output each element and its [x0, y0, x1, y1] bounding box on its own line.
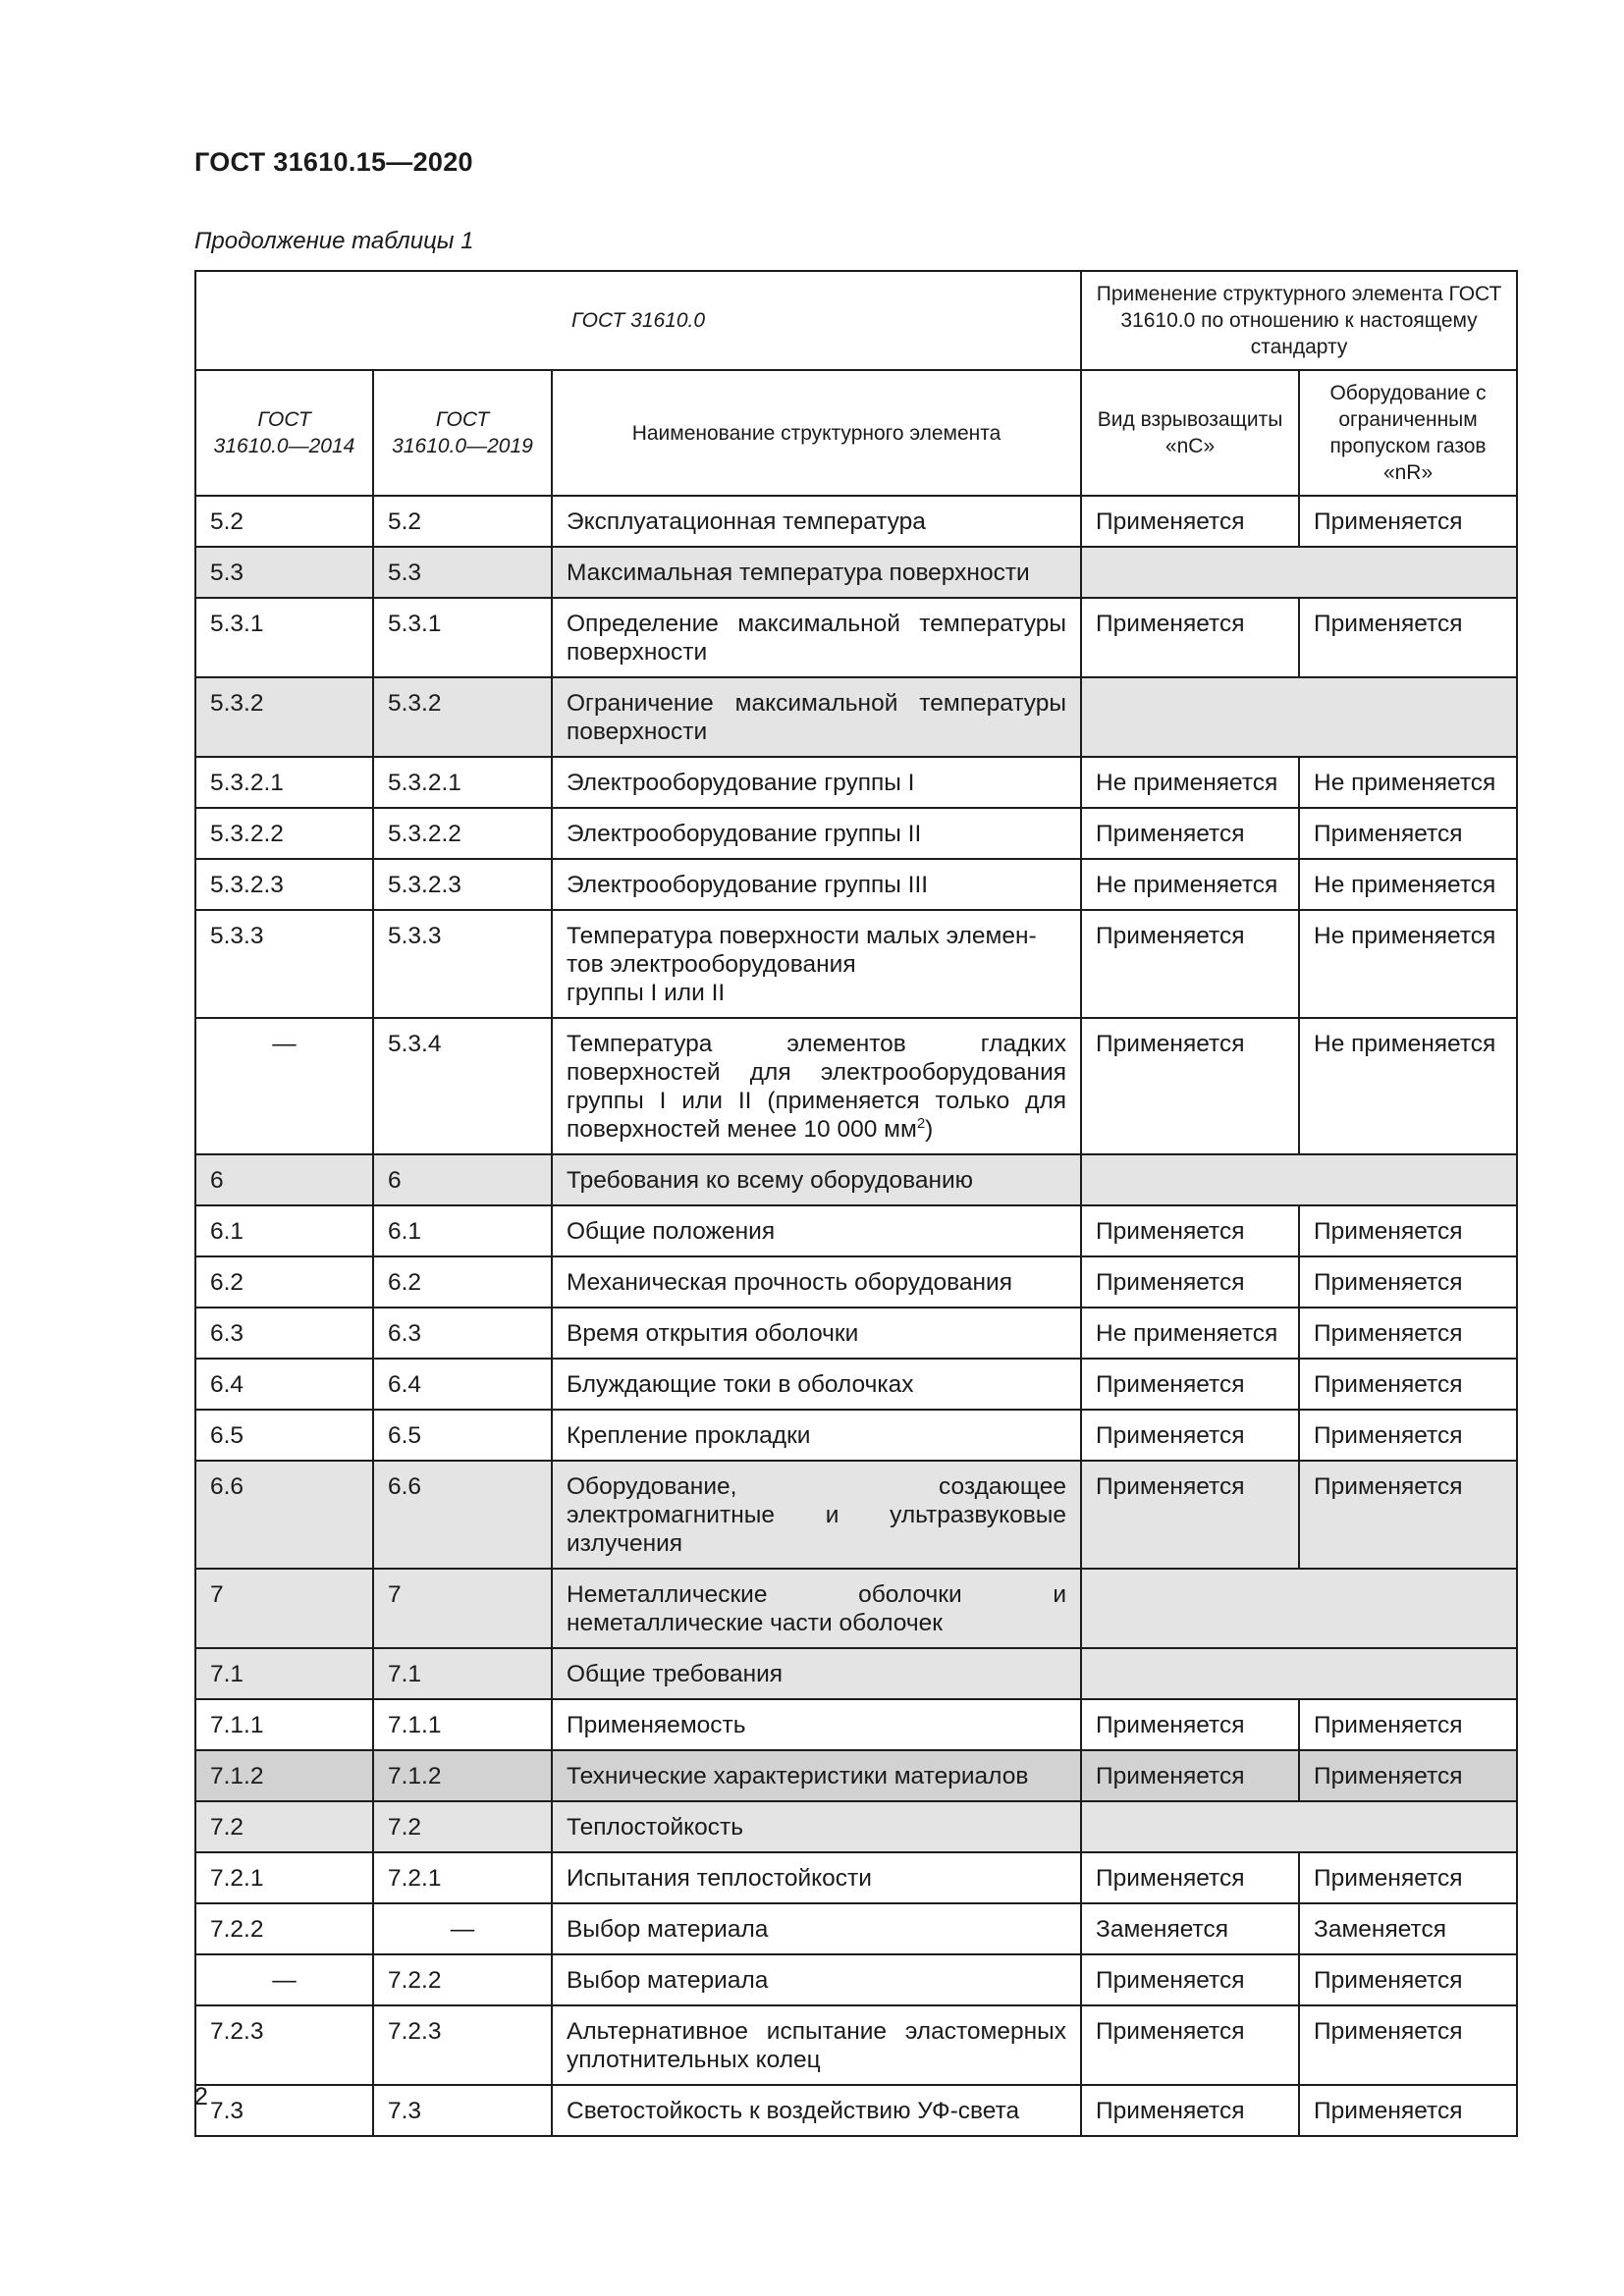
cell-nr-status: Применяется — [1299, 1410, 1517, 1461]
header-row-columns — [195, 370, 1517, 496]
cell-element-name: Общие положения — [552, 1205, 1081, 1256]
cell-gost-2014: 7.1 — [195, 1648, 373, 1699]
cell-empty — [1081, 1801, 1517, 1852]
header-col-name: Наименование структурного элемента — [552, 370, 1081, 496]
cell-element-name: Определение максимальной температуры поверхности — [552, 598, 1081, 677]
table-row-section — [195, 1801, 1517, 1852]
cell-gost-2014: 5.3.3 — [195, 910, 373, 1018]
cell-gost-2019: 7.2.2 — [373, 1954, 552, 2005]
cell-gost-2019: 5.3.1 — [373, 598, 552, 677]
header-col-nr: Оборудование с ограниченным пропуском газов «nR» — [1299, 370, 1517, 496]
cell-gost-2014: 6 — [195, 1154, 373, 1205]
cell-gost-2014: 7.1.1 — [195, 1699, 373, 1750]
cell-gost-2019: 5.3.2 — [373, 677, 552, 757]
cell-element-name: Время открытия оболочки — [552, 1308, 1081, 1359]
table-row — [195, 1359, 1517, 1410]
cell-gost-2019: 7.1 — [373, 1648, 552, 1699]
table-row-section — [195, 1648, 1517, 1699]
cell-gost-2014: 6.3 — [195, 1308, 373, 1359]
cell-element-name: Выбор материала — [552, 1903, 1081, 1954]
cell-nr-status: Применяется — [1299, 1205, 1517, 1256]
table-row — [195, 1461, 1517, 1569]
cell-gost-2014: — — [195, 1954, 373, 2005]
cell-nc-status: Применяется — [1081, 1954, 1299, 2005]
cell-empty — [1081, 547, 1517, 598]
table-caption: Продолжение таблицы 1 — [194, 228, 474, 254]
cell-element-name: Неметаллические оболочки и неметаллические части оболочек — [552, 1569, 1081, 1648]
cell-gost-2019: 6.2 — [373, 1256, 552, 1308]
table-row — [195, 1852, 1517, 1903]
table-row — [195, 1018, 1517, 1154]
cell-element-name: Блуждающие токи в оболочках — [552, 1359, 1081, 1410]
cell-nr-status: Применяется — [1299, 1308, 1517, 1359]
cell-element-name: Светостойкость к воздействию УФ-света — [552, 2085, 1081, 2136]
cell-nc-status: Применяется — [1081, 1750, 1299, 1801]
page-number: 2 — [194, 2083, 208, 2110]
cell-nc-status: Применяется — [1081, 2085, 1299, 2136]
table-row-section — [195, 1569, 1517, 1648]
cell-gost-2019: 6.3 — [373, 1308, 552, 1359]
cell-gost-2019: 5.3.4 — [373, 1018, 552, 1154]
table-row — [195, 1699, 1517, 1750]
cell-gost-2014: 7.3 — [195, 2085, 373, 2136]
cell-gost-2019: 5.3.2.3 — [373, 859, 552, 910]
cell-gost-2019: 7.3 — [373, 2085, 552, 2136]
cell-gost-2014: 7.2 — [195, 1801, 373, 1852]
table-row — [195, 598, 1517, 677]
cell-gost-2019: 6.1 — [373, 1205, 552, 1256]
cell-element-name: Температура поверхности малых элемен- тов электрооборудования группы I или II — [552, 910, 1081, 1018]
cell-nc-status: Применяется — [1081, 1852, 1299, 1903]
cell-nc-status: Применяется — [1081, 1461, 1299, 1569]
cell-nc-status: Применяется — [1081, 1205, 1299, 1256]
cell-element-name: Температура элементов гладких поверхностей для электрооборудования группы I или II (применяется только для поверхностей менее 10 000 $мм^2$) — [552, 1018, 1081, 1154]
cell-gost-2014: 7.1.2 — [195, 1750, 373, 1801]
table-row — [195, 1205, 1517, 1256]
cell-nr-status: Применяется — [1299, 1359, 1517, 1410]
cell-element-name: Применяемость — [552, 1699, 1081, 1750]
cell-gost-2014: — — [195, 1018, 373, 1154]
cell-gost-2019: 5.3.3 — [373, 910, 552, 1018]
cell-nc-status: Применяется — [1081, 1256, 1299, 1308]
cell-gost-2014: 7 — [195, 1569, 373, 1648]
table-row-section — [195, 677, 1517, 757]
cell-nr-status: Применяется — [1299, 1461, 1517, 1569]
cell-nc-status: Применяется — [1081, 598, 1299, 677]
cell-gost-2014: 6.2 — [195, 1256, 373, 1308]
cell-nc-status: Не применяется — [1081, 859, 1299, 910]
cell-nc-status: Применяется — [1081, 1699, 1299, 1750]
gost-comparison-table — [194, 270, 1518, 2137]
table-row — [195, 1410, 1517, 1461]
cell-gost-2019: 6.5 — [373, 1410, 552, 1461]
header-col-nc: Вид взрывозащиты «nC» — [1081, 370, 1299, 496]
cell-empty — [1081, 1154, 1517, 1205]
table-row — [195, 1308, 1517, 1359]
table-row — [195, 1903, 1517, 1954]
cell-gost-2019: 7.2.1 — [373, 1852, 552, 1903]
header-col-2019: ГОСТ 31610.0—2019 — [373, 370, 552, 496]
cell-gost-2019: 5.3.2.2 — [373, 808, 552, 859]
cell-nc-status: Применяется — [1081, 808, 1299, 859]
cell-gost-2019: 6 — [373, 1154, 552, 1205]
cell-gost-2019: 6.6 — [373, 1461, 552, 1569]
cell-nc-status: Применяется — [1081, 496, 1299, 547]
cell-empty — [1081, 1648, 1517, 1699]
table-row — [195, 496, 1517, 547]
cell-element-name: Испытания теплостойкости — [552, 1852, 1081, 1903]
cell-nr-status: Применяется — [1299, 1699, 1517, 1750]
cell-gost-2019: 7.2.3 — [373, 2005, 552, 2085]
cell-element-name: Общие требования — [552, 1648, 1081, 1699]
cell-element-name: Выбор материала — [552, 1954, 1081, 2005]
cell-empty — [1081, 677, 1517, 757]
cell-nr-status: Не применяется — [1299, 757, 1517, 808]
cell-element-name: Требования ко всему оборудованию — [552, 1154, 1081, 1205]
cell-nc-status: Не применяется — [1081, 757, 1299, 808]
cell-gost-2014: 6.4 — [195, 1359, 373, 1410]
cell-gost-2019: 7 — [373, 1569, 552, 1648]
cell-nr-status: Применяется — [1299, 2005, 1517, 2085]
cell-element-name: Ограничение максимальной температуры поверхности — [552, 677, 1081, 757]
cell-gost-2014: 6.6 — [195, 1461, 373, 1569]
cell-nr-status: Применяется — [1299, 1954, 1517, 2005]
cell-gost-2014: 7.2.3 — [195, 2005, 373, 2085]
cell-gost-2019: 7.1.2 — [373, 1750, 552, 1801]
cell-nc-status: Не применяется — [1081, 1308, 1299, 1359]
cell-element-name: Альтернативное испытание эластомерных уплотнительных колец — [552, 2005, 1081, 2085]
cell-gost-2014: 7.2.1 — [195, 1852, 373, 1903]
cell-nc-status: Заменяется — [1081, 1903, 1299, 1954]
cell-nr-status: Применяется — [1299, 598, 1517, 677]
cell-element-name: Механическая прочность оборудования — [552, 1256, 1081, 1308]
cell-nr-status: Применяется — [1299, 808, 1517, 859]
cell-nr-status: Применяется — [1299, 1852, 1517, 1903]
cell-nc-status: Применяется — [1081, 1359, 1299, 1410]
cell-gost-2019: 6.4 — [373, 1359, 552, 1410]
table-row — [195, 757, 1517, 808]
cell-gost-2014: 5.3.2.1 — [195, 757, 373, 808]
cell-gost-2014: 5.3 — [195, 547, 373, 598]
table-row — [195, 808, 1517, 859]
table-row-section — [195, 547, 1517, 598]
cell-gost-2019: — — [373, 1903, 552, 1954]
cell-gost-2014: 6.5 — [195, 1410, 373, 1461]
cell-gost-2019: 7.2 — [373, 1801, 552, 1852]
table-row — [195, 859, 1517, 910]
cell-element-name: Максимальная температура поверхности — [552, 547, 1081, 598]
cell-element-name: Электрооборудование группы II — [552, 808, 1081, 859]
cell-nr-status: Заменяется — [1299, 1903, 1517, 1954]
table-row — [195, 2005, 1517, 2085]
header-application-text: Применение структурного элемента ГОСТ 31610.0 по отношению к настоящему стандарту — [1096, 283, 1502, 358]
document-title: ГОСТ 31610.15—2020 — [194, 147, 473, 177]
table-row-section — [195, 1154, 1517, 1205]
cell-nr-status: Не применяется — [1299, 910, 1517, 1018]
header-row-group — [195, 271, 1517, 370]
cell-element-name: Эксплуатационная температура — [552, 496, 1081, 547]
cell-gost-2014: 7.2.2 — [195, 1903, 373, 1954]
cell-element-name: Оборудование, создающее электромагнитные и ультразвуковые излучения — [552, 1461, 1081, 1569]
cell-gost-2019: 5.2 — [373, 496, 552, 547]
cell-gost-2014: 5.3.2.3 — [195, 859, 373, 910]
cell-gost-2014: 5.3.2 — [195, 677, 373, 757]
cell-element-name: Технические характеристики материалов — [552, 1750, 1081, 1801]
cell-nr-status: Применяется — [1299, 2085, 1517, 2136]
cell-nr-status: Не применяется — [1299, 859, 1517, 910]
cell-empty — [1081, 1569, 1517, 1648]
cell-nc-status: Применяется — [1081, 2005, 1299, 2085]
header-col-2014: ГОСТ 31610.0—2014 — [195, 370, 373, 496]
cell-nc-status: Применяется — [1081, 1410, 1299, 1461]
cell-nr-status: Применяется — [1299, 496, 1517, 547]
cell-element-name: Электрооборудование группы I — [552, 757, 1081, 808]
cell-nr-status: Применяется — [1299, 1256, 1517, 1308]
table-row — [195, 2085, 1517, 2136]
cell-gost-2014: 5.3.2.2 — [195, 808, 373, 859]
cell-nr-status: Применяется — [1299, 1750, 1517, 1801]
cell-element-name: Теплостойкость — [552, 1801, 1081, 1852]
cell-gost-2019: 5.3 — [373, 547, 552, 598]
cell-nc-status: Применяется — [1081, 910, 1299, 1018]
cell-gost-2014: 5.2 — [195, 496, 373, 547]
cell-gost-2019: 5.3.2.1 — [373, 757, 552, 808]
header-gost-group: ГОСТ 31610.0 — [195, 271, 1081, 370]
cell-element-name: Крепление прокладки — [552, 1410, 1081, 1461]
cell-gost-2014: 5.3.1 — [195, 598, 373, 677]
cell-gost-2014: 6.1 — [195, 1205, 373, 1256]
table-row — [195, 1256, 1517, 1308]
header-application-group — [1081, 271, 1517, 370]
table-row — [195, 1750, 1517, 1801]
cell-nr-status: Не применяется — [1299, 1018, 1517, 1154]
table-row — [195, 910, 1517, 1018]
cell-gost-2019: 7.1.1 — [373, 1699, 552, 1750]
table-row — [195, 1954, 1517, 2005]
cell-element-name: Электрооборудование группы III — [552, 859, 1081, 910]
cell-nc-status: Применяется — [1081, 1018, 1299, 1154]
